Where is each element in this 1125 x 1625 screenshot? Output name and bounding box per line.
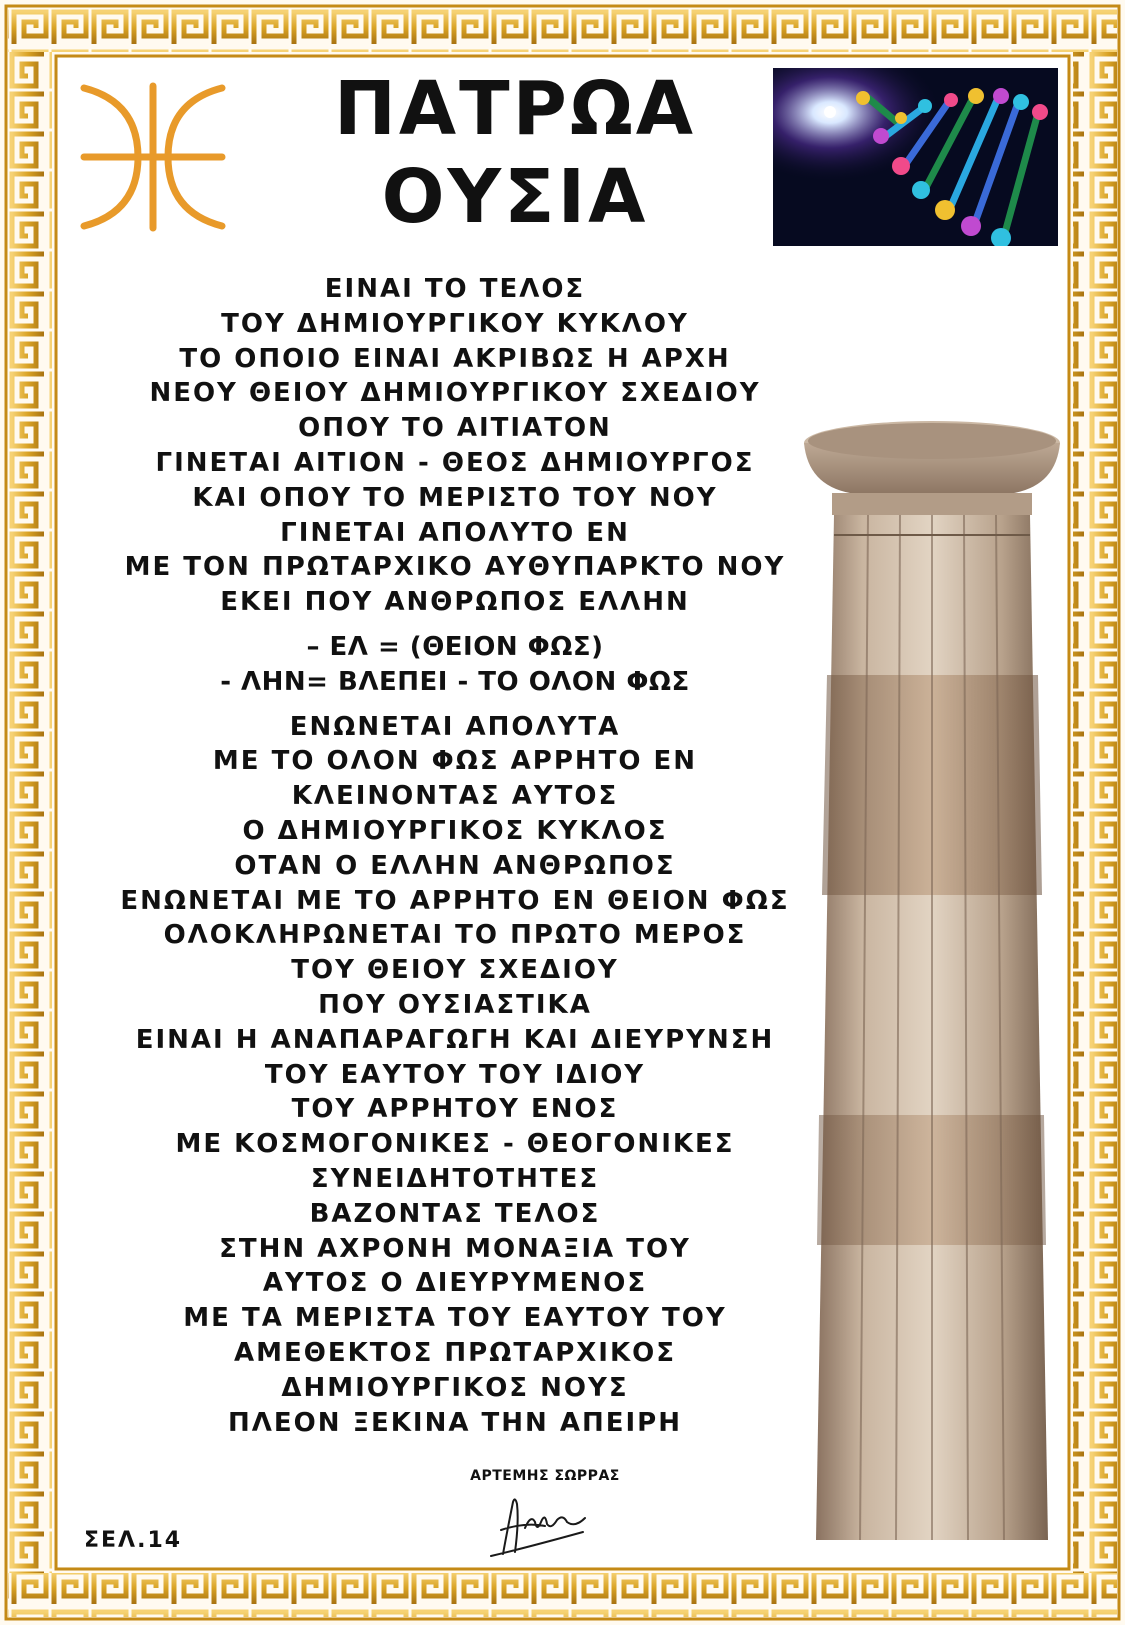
page-number: ΣΕΛ.14 [84,1528,183,1553]
text-line: ΣΤΗΝ ΑΧΡΟΝΗ ΜΟΝΑΞΙΑ ΤΟΥ [219,1233,691,1264]
text-line: ΑΜΕΘΕΚΤΟΣ ΠΡΩΤΑΡΧΙΚΟΣ [234,1337,676,1368]
poem-text-block [75,272,835,1440]
text-line: ΕΝΩΝΕΤΑΙ ΑΠΟΛΥΤΑ [289,711,621,742]
text-line: ΣΥΝΕΙΔΗΤΟΤΗΤΕΣ [310,1163,600,1194]
text-line: ΕΙΝΑΙ ΤΟ ΤΕΛΟΣ [324,274,586,304]
text-line: ΕΚΕΙ ΠΟΥ ΑΝΘΡΩΠΟΣ ΕΛΛΗΝ [220,587,690,618]
text-line: ΤΟΥ ΔΗΜΙΟΥΡΓΙΚΟΥ ΚΥΚΛΟΥ [221,308,689,339]
text-line: - ΛΗΝ= ΒΛΕΠΕΙ - ΤΟ ΟΛΟΝ ΦΩΣ [220,666,690,697]
text-line: ΔΗΜΙΟΥΡΓΙΚΟΣ ΝΟΥΣ [281,1372,629,1403]
text-line: ΜΕ ΚΟΣΜΟΓΟΝΙΚΕΣ - ΘΕΟΓΟΝΙΚΕΣ [175,1129,735,1160]
text-line: ΕΙΝΑΙ Η ΑΝΑΠΑΡΑΓΩΓΗ ΚΑΙ ΔΙΕΥΡΥΝΣΗ [135,1024,775,1055]
text-line: ΚΛΕΙΝΟΝΤΑΣ ΑΥΤΟΣ [291,781,619,812]
text-line: Ο ΔΗΜΙΟΥΡΓΙΚΟΣ ΚΥΚΛΟΣ [242,815,668,846]
text-line: ΓΙΝΕΤΑΙ ΑΙΤΙΟΝ - ΘΕΟΣ ΔΗΜΙΟΥΡΓΟΣ [155,447,755,478]
title-line-1: ΠΑΤΡΩΑ [333,66,697,152]
text-line: ΓΙΝΕΤΑΙ ΑΠΟΛΥΤΟ ΕΝ [280,517,630,548]
text-line: ΟΠΟΥ ΤΟ ΑΙΤΙΑΤΟΝ [298,413,612,444]
dna-helix-image [773,68,1058,246]
text-line: ΜΕ ΤΟΝ ΠΡΩΤΑΡΧΙΚΟ ΑΥΘΥΠΑΡΚΤΟ ΝΟΥ [124,552,786,583]
text-line: ΤΟΥ ΕΑΥΤΟΥ ΤΟΥ ΙΔΙΟΥ [264,1059,646,1090]
text-line: ΠΟΥ ΟΥΣΙΑΣΤΙΚΑ [318,989,592,1020]
text-line: ΑΥΤΟΣ Ο ΔΙΕΥΡΥΜΕΝΟΣ [262,1268,648,1299]
text-line: ΟΤΑΝ Ο ΕΛΛΗΝ ΑΝΘΡΩΠΟΣ [234,850,676,881]
text-line: ΒΑΖΟΝΤΑΣ ΤΕΛΟΣ [309,1198,601,1229]
author-name: ΑΡΤΕΜΗΣ ΣΩΡΡΑΣ [470,1468,620,1484]
handwritten-signature [485,1492,590,1562]
text-line: ΤΟΥ ΘΕΙΟΥ ΣΧΕΔΙΟΥ [291,955,619,986]
title-line-2: ΟΥΣΙΑ [381,154,649,240]
text-line: ΝΕΟΥ ΘΕΙΟΥ ΔΗΜΙΟΥΡΓΙΚΟΥ ΣΧΕΔΙΟΥ [149,378,761,409]
text-line: ΚΑΙ ΟΠΟΥ ΤΟ ΜΕΡΙΣΤΟ ΤΟΥ ΝΟΥ [192,482,718,513]
text-line: ΤΟ ΟΠΟΙΟ ΕΙΝΑΙ ΑΚΡΙΒΩΣ Η ΑΡΧΗ [179,343,731,374]
text-line: – ΕΛ = (ΘΕΙΟΝ ΦΩΣ) [306,631,604,662]
text-line: ΜΕ ΤΟ ΟΛΟΝ ΦΩΣ ΑΡΡΗΤΟ ΕΝ [212,746,698,777]
text-line: ΠΛΕΟΝ ΞΕΚΙΝΑ ΤΗΝ ΑΠΕΙΡΗ [228,1407,682,1438]
text-line: ΟΛΟΚΛΗΡΩΝΕΤΑΙ ΤΟ ΠΡΩΤΟ ΜΕΡΟΣ [163,920,747,951]
double-trident-symbol-icon [78,82,228,232]
text-line: ΜΕ ΤΑ ΜΕΡΙΣΤΑ ΤΟΥ ΕΑΥΤΟΥ ΤΟΥ [183,1303,727,1334]
text-line: ΤΟΥ ΑΡΡΗΤΟΥ ΕΝΟΣ [291,1094,619,1125]
text-line: ΕΝΩΝΕΤΑΙ ΜΕ ΤΟ ΑΡΡΗΤΟ ΕΝ ΘΕΙΟΝ ΦΩΣ [120,885,790,916]
